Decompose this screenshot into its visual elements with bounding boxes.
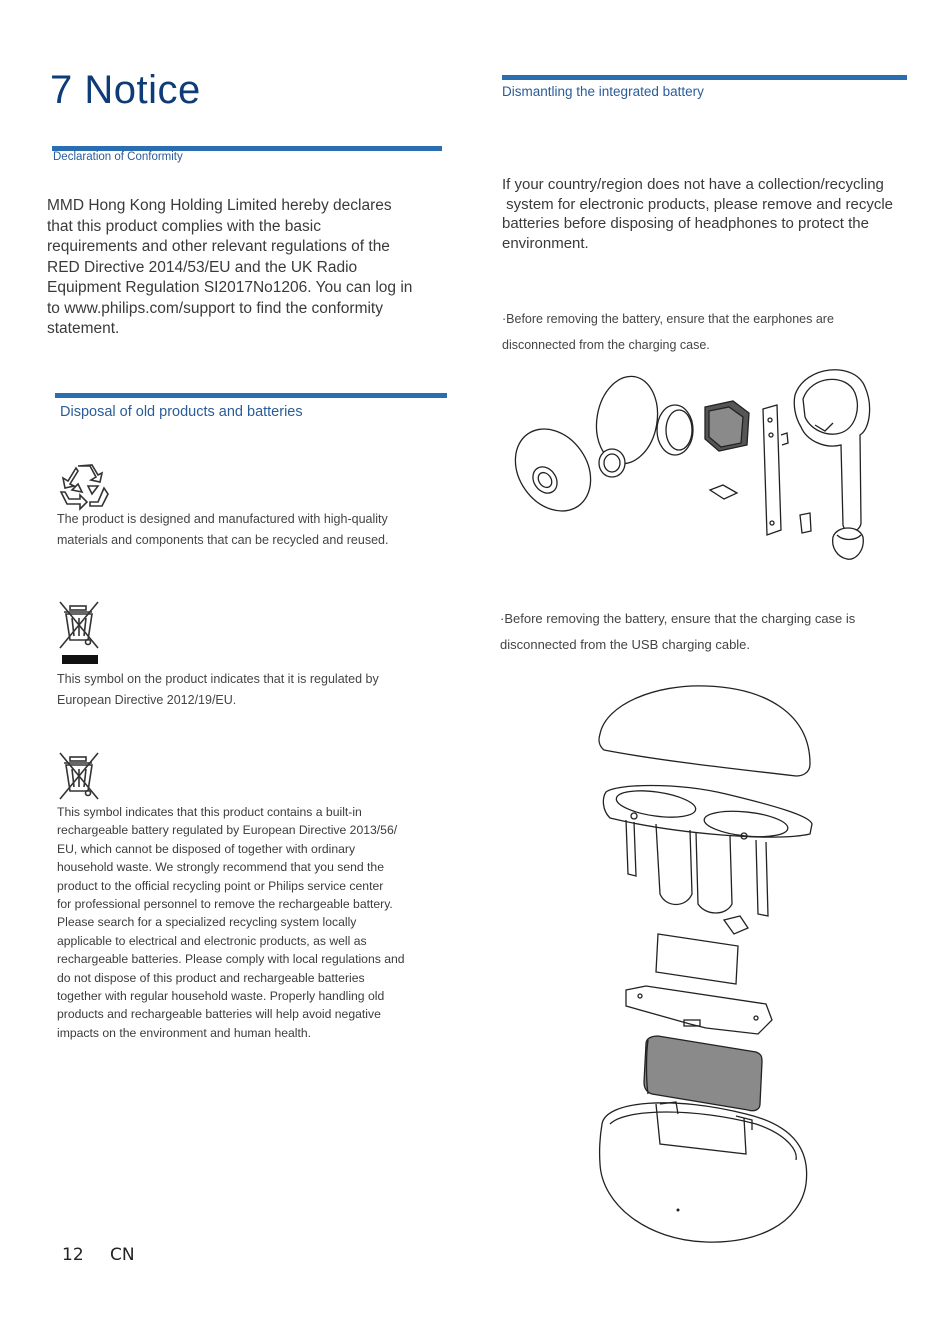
section-rule xyxy=(55,393,447,398)
charging-case-exploded-diagram xyxy=(596,684,816,1249)
earphone-exploded-diagram xyxy=(515,365,875,570)
note-charging-case: ·Before removing the battery, ensure that the charging case is disconnected from the USB charging cable. xyxy=(500,611,856,652)
page-number: 12 xyxy=(62,1245,84,1265)
crossed-bin-icon xyxy=(58,600,104,666)
recycle-icon xyxy=(58,462,110,512)
dismantling-heading: Dismantling the integrated battery xyxy=(502,84,704,99)
declaration-text: MMD Hong Kong Holding Limited hereby declares that this product complies with the basic requirements and other relevant regulations of the RED Directive 2014/53/EU and the UK Radio Equipment Regulation SI2017No1206. You can log in to www.philips.com/support to find the conformity statement. xyxy=(47,197,413,337)
page-title: 7 Notice xyxy=(50,68,201,112)
section-rule xyxy=(502,75,907,80)
disposal-heading: Disposal of old products and batteries xyxy=(60,404,303,420)
dismantling-intro: If your country/region does not have a collection/recycling system for electronic products, please remove and recycle batteries before disposing of headphones to protect the environment. xyxy=(502,176,894,252)
weee-text: This symbol on the product indicates that it is regulated by European Directive 2012/19/EU. xyxy=(57,672,379,707)
recycle-text: The product is designed and manufactured with high-quality materials and components that can be recycled and reused. xyxy=(57,512,389,547)
crossed-bin-battery-icon xyxy=(58,751,104,801)
declaration-heading: Declaration of Conformity xyxy=(53,151,183,163)
note-earphones: ·Before removing the battery, ensure that the earphones are disconnected from the charging case. xyxy=(502,312,834,352)
battery-text: This symbol indicates that this product contains a built-in rechargeable battery regulated by European Directive 2013/56/ EU, which cannot be disposed of together with ordinary household waste. We strongly recommend that you send the product to the official recycling point or Philips service center for professional personnel to remove the rechargeable battery. Please search for a specialized recycling system locally applicable to electrical and electronic products, as well as rechargeable batteries. Please comply with local regulations and do not dispose of this product and rechargeable batteries together with regular household waste. Properly handling old products and rechargeable batteries will help avoid negative impacts on the environment and human health. xyxy=(57,805,405,1040)
language-code: CN xyxy=(110,1245,135,1265)
